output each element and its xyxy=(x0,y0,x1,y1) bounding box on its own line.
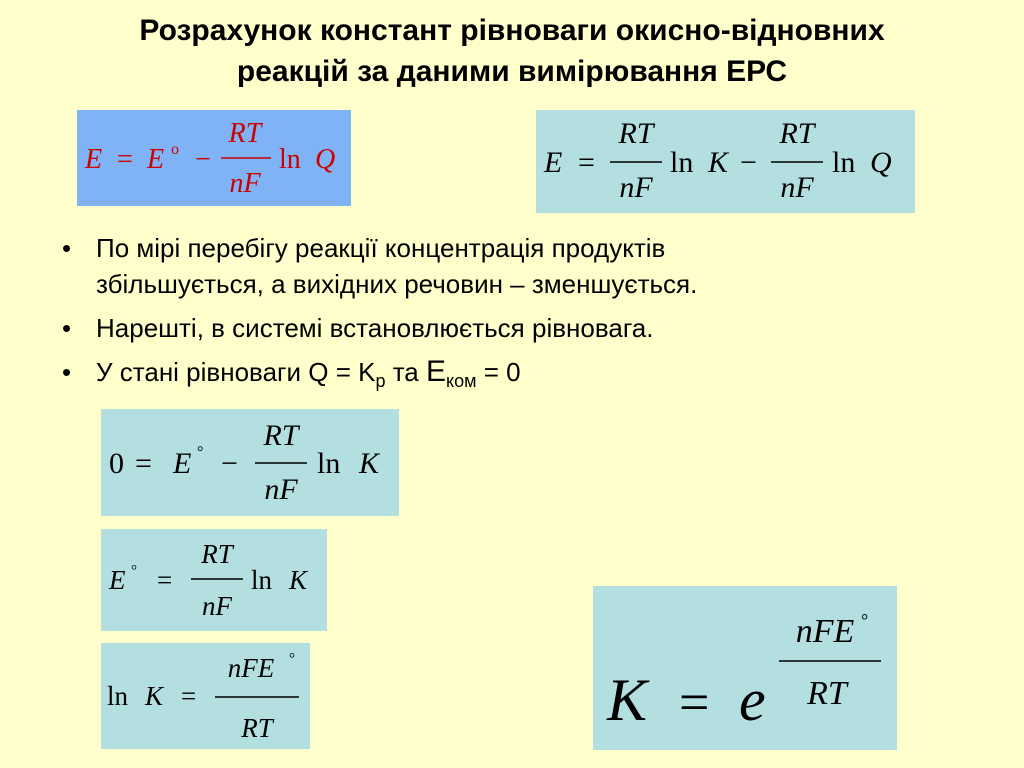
equation-box-expanded xyxy=(536,110,915,213)
equation-expanded xyxy=(536,110,915,213)
title-line-1: Розрахунок констант рівноваги окисно-відновних xyxy=(139,14,885,47)
equation-box-nernst xyxy=(77,110,351,206)
eq2-ln-1: ln xyxy=(670,146,694,179)
bullet-1-line-1: По мірі перебігу реакції концентрація продуктів xyxy=(96,233,666,263)
eq3-equals: = xyxy=(135,447,152,480)
eq2-arg-2: Q xyxy=(870,146,892,179)
bullet-item-1 xyxy=(60,230,980,302)
equation-nernst xyxy=(77,110,351,206)
eq1-equals: = xyxy=(117,144,133,175)
eq2-numerator-2: RT xyxy=(779,117,815,150)
equation-box-equilibrium xyxy=(101,409,399,516)
eq4-ln: ln xyxy=(251,565,273,595)
eq3-denominator: nF xyxy=(264,473,298,506)
eq6-base: e xyxy=(739,667,766,733)
equation-lnk xyxy=(101,643,310,749)
eq1-minus: − xyxy=(195,144,211,175)
eq6-numerator: nFE xyxy=(795,613,855,650)
bullet-3-sub-kom: ком xyxy=(446,371,477,391)
eq4-e0: E xyxy=(109,565,126,595)
title-line-2: реакцій за даними вимірювання ЕРС xyxy=(236,55,788,88)
eq3-degree: ° xyxy=(197,444,204,461)
eq5-lhs: K xyxy=(145,681,164,711)
equation-standard-emf xyxy=(101,529,327,631)
eq4-arg: K xyxy=(289,565,308,595)
eq4-degree: ° xyxy=(131,563,137,579)
bullet-item-2 xyxy=(60,310,980,346)
eq6-equals: = xyxy=(679,672,710,732)
eq2-equals: = xyxy=(578,146,595,179)
bullet-3-pre: У стані рівноваги Q = K xyxy=(96,357,376,387)
bullet-1-line-2: збільшується, а вихідних речовин – зменшується. xyxy=(96,269,698,299)
bullet-3-mid: та xyxy=(385,357,426,387)
equation-equilibrium xyxy=(101,409,399,516)
bullet-3-sub-p: p xyxy=(375,371,386,391)
eq5-ln: ln xyxy=(107,681,129,711)
eq1-e0: E xyxy=(147,144,165,175)
eq1-degree: o xyxy=(171,141,179,158)
eq1-ln: ln xyxy=(279,144,301,175)
eq1-denominator: nF xyxy=(229,168,261,199)
eq2-minus: − xyxy=(740,146,757,179)
equation-box-exponential xyxy=(593,586,897,750)
eq2-denominator-2: nF xyxy=(780,171,814,204)
eq2-ln-2: ln xyxy=(832,146,856,179)
bullet-list xyxy=(60,230,980,398)
eq3-arg: K xyxy=(359,447,380,480)
eq5-denominator: RT xyxy=(241,713,273,743)
equation-exponential xyxy=(593,586,897,750)
eq2-numerator-1: RT xyxy=(618,117,654,150)
bullet-3-e: Е xyxy=(426,355,447,388)
slide-title xyxy=(0,10,1024,92)
eq3-e0: E xyxy=(173,447,192,480)
bullet-item-3 xyxy=(60,354,980,390)
equation-box-standard-emf xyxy=(101,529,327,631)
eq6-denominator: RT xyxy=(807,675,847,712)
eq5-degree: ° xyxy=(289,651,295,667)
eq3-minus: − xyxy=(221,447,238,480)
eq2-lhs: E xyxy=(544,146,563,179)
eq4-numerator: RT xyxy=(201,539,233,569)
eq2-denominator-1: nF xyxy=(619,171,653,204)
eq5-equals: = xyxy=(181,681,197,711)
eq5-numerator: nFE xyxy=(227,653,275,683)
eq4-equals: = xyxy=(157,565,173,595)
equation-box-lnk xyxy=(101,643,310,749)
bullet-2-text: Нарешті, в системі встановлюється рівновага. xyxy=(96,313,654,343)
bullet-3-post: = 0 xyxy=(476,357,521,387)
eq3-numerator: RT xyxy=(263,419,299,452)
eq6-lhs: K xyxy=(607,667,648,733)
eq2-arg-1: K xyxy=(708,146,729,179)
eq4-denominator: nF xyxy=(202,591,232,621)
eq1-lhs: E xyxy=(85,144,103,175)
eq3-lhs: 0 xyxy=(109,447,124,480)
eq1-arg: Q xyxy=(315,144,336,175)
eq1-numerator: RT xyxy=(228,118,262,149)
eq6-degree: ° xyxy=(861,610,869,630)
eq3-ln: ln xyxy=(317,447,341,480)
